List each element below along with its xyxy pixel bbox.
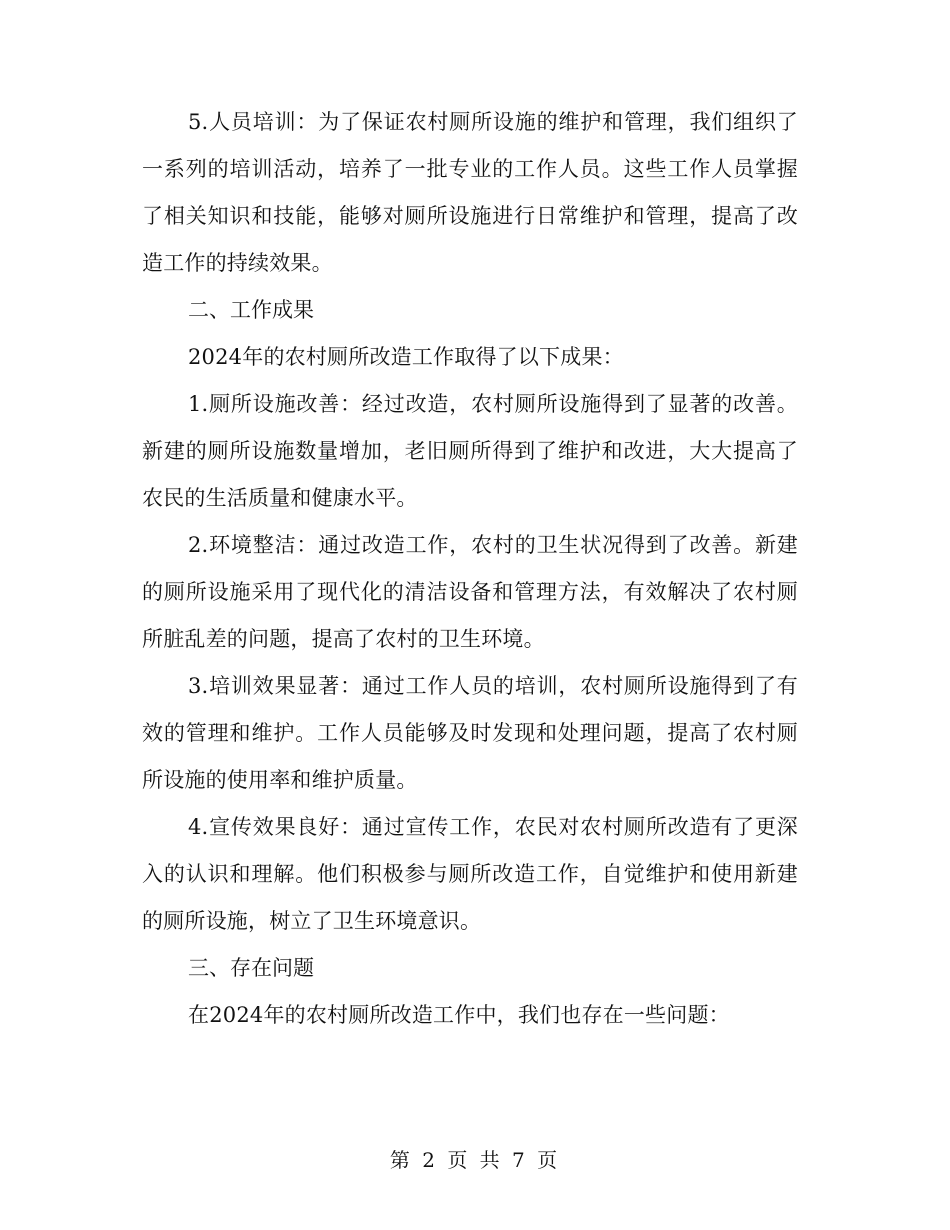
paragraph-results-intro: 2024年的农村厕所改造工作取得了以下成果： [188,345,624,369]
section-heading-existing-problems: 三、存在问题 [188,956,314,980]
page-number-footer: 第 2 页 共 7 页 [389,1148,561,1172]
paragraph-environment-cleanliness: 2.环境整洁：通过改造工作，农村的卫生状况得到了改善。新建的厕所设施采用了现代化的清洁设备和管理方法，有效解决了农村厕所脏乱差的问题，提高了农村的卫生环境。 [142,533,798,651]
paragraph-problems-intro: 在2024年的农村厕所改造工作中，我们也存在一些问题： [188,1003,730,1027]
paragraph-facility-improvement: 1.厕所设施改善：经过改造，农村厕所设施得到了显著的改善。新建的厕所设施数量增加，老旧厕所得到了维护和改进，大大提高了农民的生活质量和健康水平。 [142,392,798,510]
paragraph-staff-training: 5.人员培训：为了保证农村厕所设施的维护和管理，我们组织了一系列的培训活动，培养了一批专业的工作人员。这些工作人员掌握了相关知识和技能，能够对厕所设施进行日常维护和管理，提高了改造工作的持续效果。 [142,110,798,275]
document-body [142,99,798,1039]
paragraph-publicity-effect: 4.宣传效果良好：通过宣传工作，农民对农村厕所改造有了更深入的认识和理解。他们积极参与厕所改造工作，自觉维护和使用新建的厕所设施，树立了卫生环境意识。 [142,815,798,933]
paragraph-training-effect: 3.培训效果显著：通过工作人员的培训，农村厕所设施得到了有效的管理和维护。工作人员能够及时发现和处理问题，提高了农村厕所设施的使用率和维护质量。 [142,674,798,792]
section-heading-work-results: 二、工作成果 [188,298,314,322]
